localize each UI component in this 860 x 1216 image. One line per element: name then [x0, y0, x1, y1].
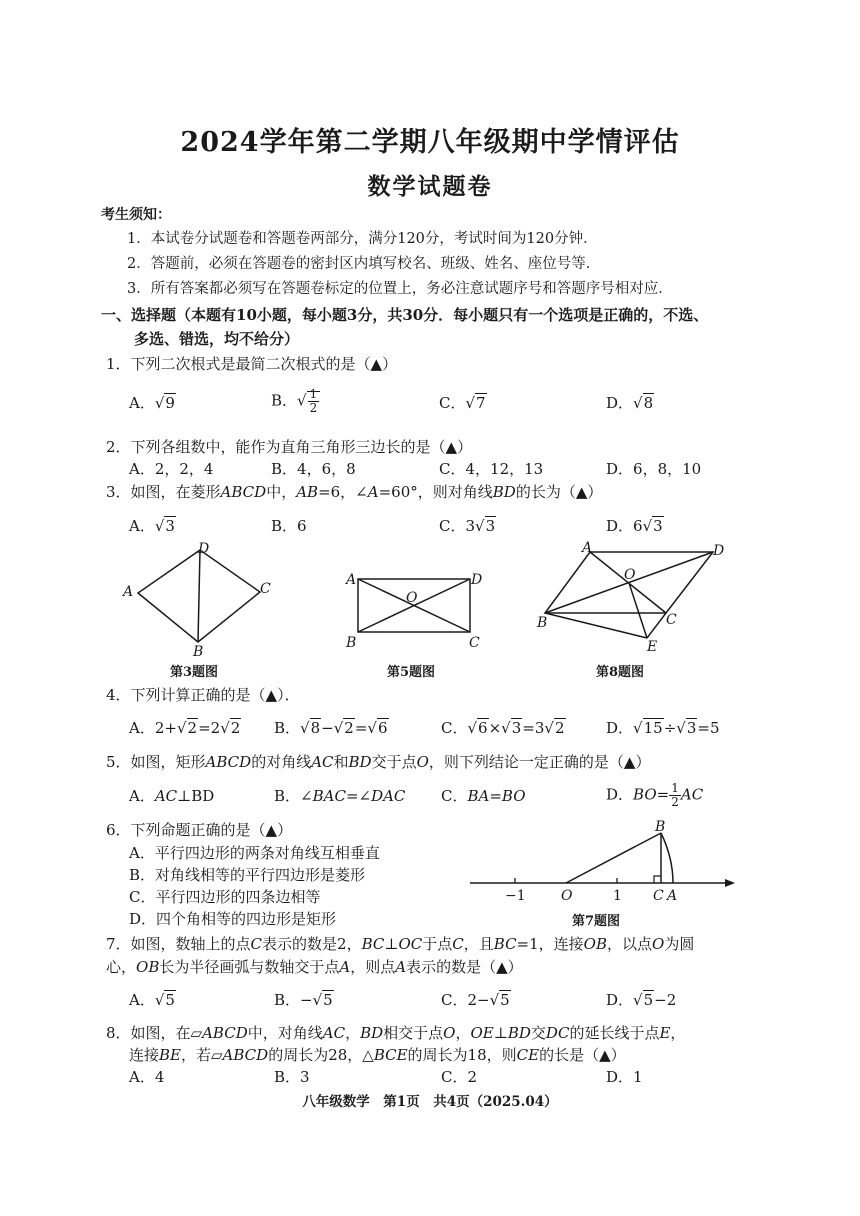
q4-stem: 4．下列计算正确的是（▲）．: [106, 686, 300, 704]
q8-option-a: A．4: [129, 1068, 165, 1086]
fig7-label-1: 1: [613, 888, 622, 903]
q3-option-d: D．6√3: [606, 517, 663, 535]
q8-line2: 连接BE，若▱ABCD的周长为28，△BCE的周长为18，则CE的长是（▲）: [129, 1046, 626, 1064]
fig3-label-b: B: [193, 644, 204, 658]
q2-stem: 2．下列各组数中，能作为直角三角形三边长的是（▲）: [106, 438, 473, 456]
fig8-label-a: A: [582, 540, 593, 556]
q5-option-a: A．AC⊥BD: [129, 787, 215, 805]
figure-8-parallelogram: [535, 538, 730, 658]
fig8-label-o: O: [624, 567, 636, 583]
q8-option-d: D．1: [606, 1068, 643, 1086]
q4-option-a: A．2+√2=2√2: [129, 719, 241, 737]
fig3-label-d: D: [198, 541, 210, 557]
fig8-label-d: D: [713, 543, 725, 559]
fig5-label-d: D: [471, 572, 483, 588]
q7-option-c: C．2−√5: [441, 991, 510, 1009]
q8-option-b: B．3: [274, 1068, 310, 1086]
arc-ob: [661, 833, 673, 883]
q7-option-b: B．−√5: [274, 991, 333, 1009]
notice-item-2: 2．答题前，必须在答题卷的密封区内填写校名、班级、姓名、座位号等．: [127, 256, 601, 272]
fig7-label-a: A: [667, 888, 678, 903]
q2-option-c: C．4，12，13: [439, 460, 544, 478]
exam-title: 2024学年第二学期八年级期中学情评估: [180, 127, 680, 158]
fig7-label-c: C: [653, 888, 664, 903]
dc-extension: [647, 613, 666, 638]
q3-option-a: A．√3: [129, 517, 175, 535]
q3-stem: 3．如图，在菱形ABCD中，AB=6，∠A=60°，则对角线BD的长为（▲）: [106, 483, 603, 501]
fig5-label-o: O: [406, 590, 418, 606]
figure-3-caption: 第3题图: [170, 665, 219, 680]
fig7-label-minus-1: −1: [505, 888, 526, 903]
exam-subtitle: 数学试题卷: [367, 173, 493, 200]
figure-8-caption: 第8题图: [596, 665, 645, 680]
q6-stem: 6．下列命题正确的是（▲）: [106, 821, 293, 839]
figure-3-rhombus: [120, 538, 280, 658]
fig8-label-e: E: [647, 639, 658, 655]
fig7-label-o: O: [561, 888, 573, 903]
q7-option-d: D．√5−2: [606, 991, 677, 1009]
q1-option-b: B．√ $\frac{1}{2}$: [271, 388, 320, 415]
section1-line1: 一、选择题（本题有10小题，每小题3分，共30分．每小题只有一个选项是正确的，不选、: [101, 306, 709, 324]
fig5-label-a: A: [346, 572, 357, 588]
figure-5-caption: 第5题图: [387, 665, 436, 680]
q1-option-a: A．√9: [129, 394, 175, 412]
q5-option-d: D．BO= $\frac{1}{2}$ AC: [606, 781, 704, 809]
figure-7-number-line: [465, 818, 740, 903]
q2-option-b: B．4，6，8: [271, 460, 356, 478]
notice-item-1: 1．本试卷分试题卷和答题卷两部分，满分120分，考试时间为120分钟．: [127, 231, 598, 247]
page-footer: 八年级数学 第1页 共4页（2025.04）: [302, 1094, 558, 1110]
q1-option-c: C．√7: [439, 394, 486, 412]
q4-option-b: B．√8−√2=√6: [274, 719, 388, 737]
q5-option-c: C．BA=BO: [441, 787, 526, 805]
notice-item-3: 3．所有答案都必须写在答题卷标定的位置上，务必注意试题序号和答题序号相对应．: [127, 281, 673, 297]
q5-stem: 5．如图，矩形ABCD的对角线AC和BD交于点O，则下列结论一定正确的是（▲）: [106, 753, 651, 771]
q5-option-b: B．∠BAC=∠DAC: [274, 787, 406, 805]
q1-stem: 1．下列二次根式是最简二次根式的是（▲）: [106, 355, 398, 373]
q8-option-c: C．2: [441, 1068, 478, 1086]
q7-line1: 7．如图，数轴上的点C表示的数是2，BC⊥OC于点C，且BC=1，连接OB，以点O为圆: [106, 935, 695, 953]
q6-option-a: A．平行四边形的两条对角线互相垂直: [129, 844, 380, 862]
number-line-arrow-icon: [725, 879, 735, 887]
figure-5-rectangle: [340, 565, 490, 655]
fig8-label-c: C: [666, 612, 677, 628]
rhombus-diagonal-bd: [198, 550, 200, 642]
figure-7-caption: 第7题图: [572, 914, 621, 929]
q4-option-c: C．√6×√3=3√2: [441, 719, 565, 737]
segment-be: [545, 613, 647, 638]
q3-option-c: C．3√3: [439, 517, 496, 535]
q6-option-b: B．对角线相等的平行四边形是菱形: [129, 866, 366, 884]
q8-line1: 8．如图，在▱ABCD中，对角线AC，BD相交于点O，OE⊥BD交DC的延长线于点E，: [106, 1024, 686, 1042]
q7-line2: 心，OB长为半径画弧与数轴交于点A，则点A表示的数是（▲）: [106, 958, 523, 976]
q6-option-d: D．四个角相等的四边形是矩形: [129, 910, 337, 928]
q2-option-d: D．6，8，10: [606, 460, 702, 478]
q2-option-a: A．2，2，4: [129, 460, 214, 478]
fig3-label-a: A: [123, 584, 134, 600]
section1-line2: 多选、错选，均不给分）: [134, 330, 300, 348]
right-angle-mark: [654, 876, 661, 883]
notice-heading: 考生须知：: [101, 207, 171, 223]
q1-option-d: D．√8: [606, 394, 654, 412]
q3-option-b: B．6: [271, 517, 307, 535]
fig8-label-b: B: [537, 615, 548, 631]
fig5-label-c: C: [469, 635, 480, 651]
fig7-label-b: B: [655, 819, 666, 835]
q7-option-a: A．√5: [129, 991, 175, 1009]
q6-option-c: C．平行四边形的四条边相等: [129, 888, 321, 906]
segment-ob: [566, 833, 661, 883]
fig5-label-b: B: [346, 635, 357, 651]
q4-option-d: D．√15÷√3=5: [606, 719, 720, 737]
fig3-label-c: C: [260, 581, 271, 597]
